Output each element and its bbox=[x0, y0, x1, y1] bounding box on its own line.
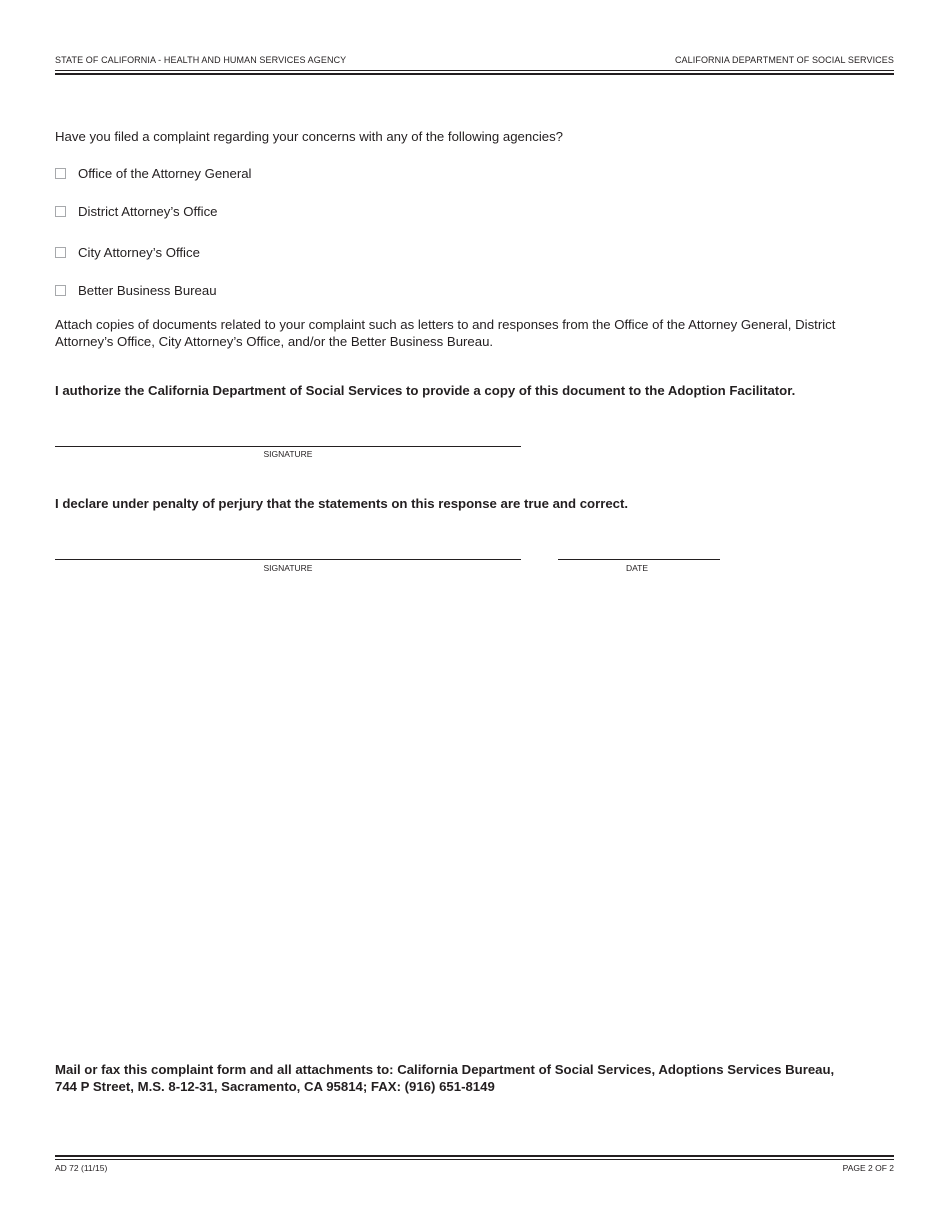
perjury-declaration: I declare under penalty of perjury that the statements on this response are true and correct. bbox=[55, 496, 629, 511]
mail-instructions-line: 744 P Street, M.S. 8-12-31, Sacramento, CA 95814; FAX: (916) 651-8149 bbox=[55, 1079, 495, 1094]
mail-instructions bbox=[55, 1061, 834, 1095]
header-rule-top bbox=[55, 70, 894, 71]
header-department: CALIFORNIA DEPARTMENT OF SOCIAL SERVICES bbox=[674, 55, 894, 65]
attach-instructions: Attach copies of documents related to your complaint such as letters to and responses from the Office of the Attorney General, District Attorney’s Office, City Attorney’s Office, and/or the Better Business Bureau. bbox=[55, 317, 836, 349]
agency-option[interactable] bbox=[55, 204, 218, 219]
checkbox-label: Better Business Bureau bbox=[78, 283, 217, 298]
authorization-statement: I authorize the California Department of Social Services to provide a copy of this document to the Adoption Facilitator. bbox=[55, 383, 796, 398]
signature-field[interactable] bbox=[55, 446, 521, 447]
agencies-question: Have you filed a complaint regarding your concerns with any of the following agencies? bbox=[55, 129, 564, 144]
agency-option[interactable] bbox=[55, 245, 200, 260]
date-caption: DATE bbox=[625, 563, 649, 573]
signature-field[interactable] bbox=[55, 559, 521, 560]
footer-rule-top bbox=[55, 1155, 894, 1157]
header-agency: STATE OF CALIFORNIA - HEALTH AND HUMAN SERVICES AGENCY bbox=[55, 55, 347, 65]
form-id: AD 72 (11/15) bbox=[55, 1163, 108, 1173]
header-rule-bottom bbox=[55, 73, 894, 75]
mail-instructions-line: Mail or fax this complaint form and all attachments to: California Department of Social Services, Adoptions Services Bureau, bbox=[55, 1062, 835, 1077]
checkbox[interactable] bbox=[55, 247, 66, 258]
checkbox-label: District Attorney’s Office bbox=[78, 204, 218, 219]
checkbox[interactable] bbox=[55, 206, 66, 217]
agency-option[interactable] bbox=[55, 166, 252, 181]
agency-option[interactable] bbox=[55, 283, 217, 298]
signature-caption: SIGNATURE bbox=[263, 449, 313, 459]
footer-rule-bottom bbox=[55, 1159, 894, 1160]
signature-caption: SIGNATURE bbox=[263, 563, 313, 573]
checkbox-label: City Attorney’s Office bbox=[78, 245, 200, 260]
checkbox[interactable] bbox=[55, 168, 66, 179]
checkbox[interactable] bbox=[55, 285, 66, 296]
page-number: PAGE 2 OF 2 bbox=[842, 1163, 894, 1173]
date-field[interactable] bbox=[558, 559, 720, 560]
checkbox-label: Office of the Attorney General bbox=[78, 166, 252, 181]
